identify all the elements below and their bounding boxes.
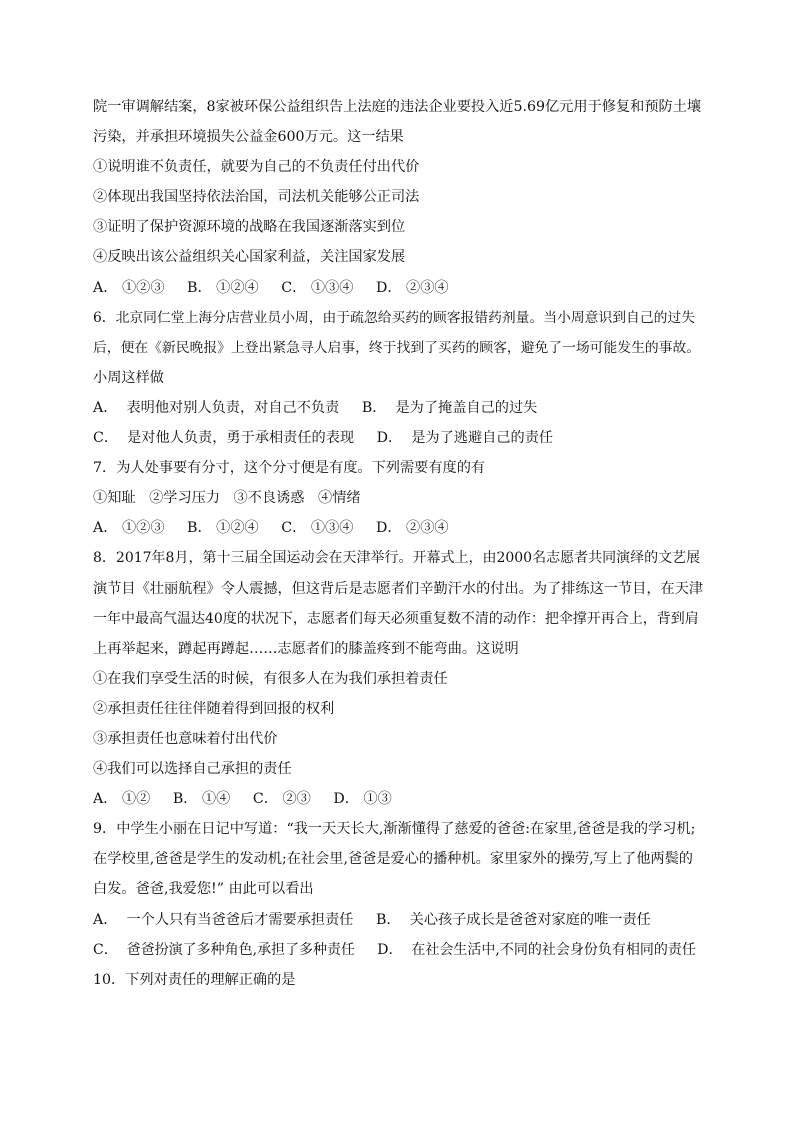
answer-options: A． ①②③ B． ①②④ C． ①③④ D． ②③④ [93,279,449,296]
statement-items: ①知耻 ②学习压力 ③不良诱惑 ④情绪 [93,490,361,507]
answer-options: A． ①②③ B． ①②④ C． ①③④ D． ②③④ [93,520,449,537]
answer-options: C． 爸爸扮演了多种角色,承担了多种责任 D． 在社会生活中,不同的社会身份负有相同的责任 [93,941,696,958]
text-line: 演节目《壮丽航程》令人震撼，但这背后是志愿者们辛勤汗水的付出。为了排练这一节目，在天津 [93,580,703,597]
text-line: 后，便在《新民晚报》上登出紧急寻人启事，终于找到了买药的顾客，避免了一场可能发生的事故。 [93,339,701,356]
statement-item: ③证明了保护资源环境的战略在我国逐渐落实到位 [93,219,406,236]
question-8: 8．2017年8月，第十三届全国运动会在天津举行。开幕式上，由2000名志愿者共同演绎的文艺展 [93,550,701,567]
text-line: 污染，并承担环境损失公益金600万元。这一结果 [93,129,404,146]
text-line: 一年中最高气温达40度的状况下，志愿者们每天必须重复数不清的动作：把伞撑开再合上，背到肩 [93,610,699,627]
answer-options: C． 是对他人负责，勇于承相责任的表现 D． 是为了逃避自己的责任 [93,430,554,447]
text-line: 小周这样做 [93,369,164,386]
text-line: 在学校里,爸爸是学生的发动机;在社会里,爸爸是爱心的播种机。家里家外的操劳,写上了他两鬓的 [93,851,693,868]
statement-item: ③承担责任也意味着付出代价 [93,730,278,747]
text-line: 白发。爸爸,我爱您!” 由此可以看出 [93,881,314,898]
text-line: 上再举起来，蹲起再蹲起……志愿者们的膝盖疼到不能弯曲。这说明 [93,640,519,657]
statement-item: ②体现出我国坚持依法治国，司法机关能够公正司法 [93,189,420,206]
question-7: 7．为人处事要有分寸，这个分寸便是有度。下列需要有度的有 [93,460,486,477]
question-6: 6．北京同仁堂上海分店营业员小周，由于疏忽给买药的顾客报错药剂量。当小周意识到自己的过失 [93,309,696,326]
statement-item: ①说明谁不负责任，就要为自己的不负责任付出代价 [93,159,420,176]
answer-options: A． 表明他对别人负责，对自己不负责 B． 是为了掩盖自己的过失 [93,399,538,416]
text-line: 院一审调解结案，8家被环保公益组织告上法庭的违法企业要投入近5.69亿元用于修复和预防土壤 [93,99,702,115]
question-9: 9．中学生小丽在日记中写道：“我一天天长大,渐渐懂得了慈爱的爸爸:在家里,爸爸是我的学习机; [93,821,696,838]
document-body [93,92,703,995]
statement-item: ④我们可以选择自己承担的责任 [93,761,292,778]
answer-options: A． 一个人只有当爸爸后才需要承担责任 B． 关心孩子成长是爸爸对家庭的唯一责任 [93,911,651,928]
statement-item: ②承担责任往往伴随着得到回报的权利 [93,700,335,717]
statement-item: ①在我们享受生活的时候，有很多人在为我们承担着责任 [93,670,448,687]
question-10: 10．下列对责任的理解正确的是 [93,971,296,988]
statement-item: ④反映出该公益组织关心国家利益，关注国家发展 [93,249,406,266]
answer-options: A． ①② B． ①④ C． ②③ D． ①③ [93,791,392,808]
